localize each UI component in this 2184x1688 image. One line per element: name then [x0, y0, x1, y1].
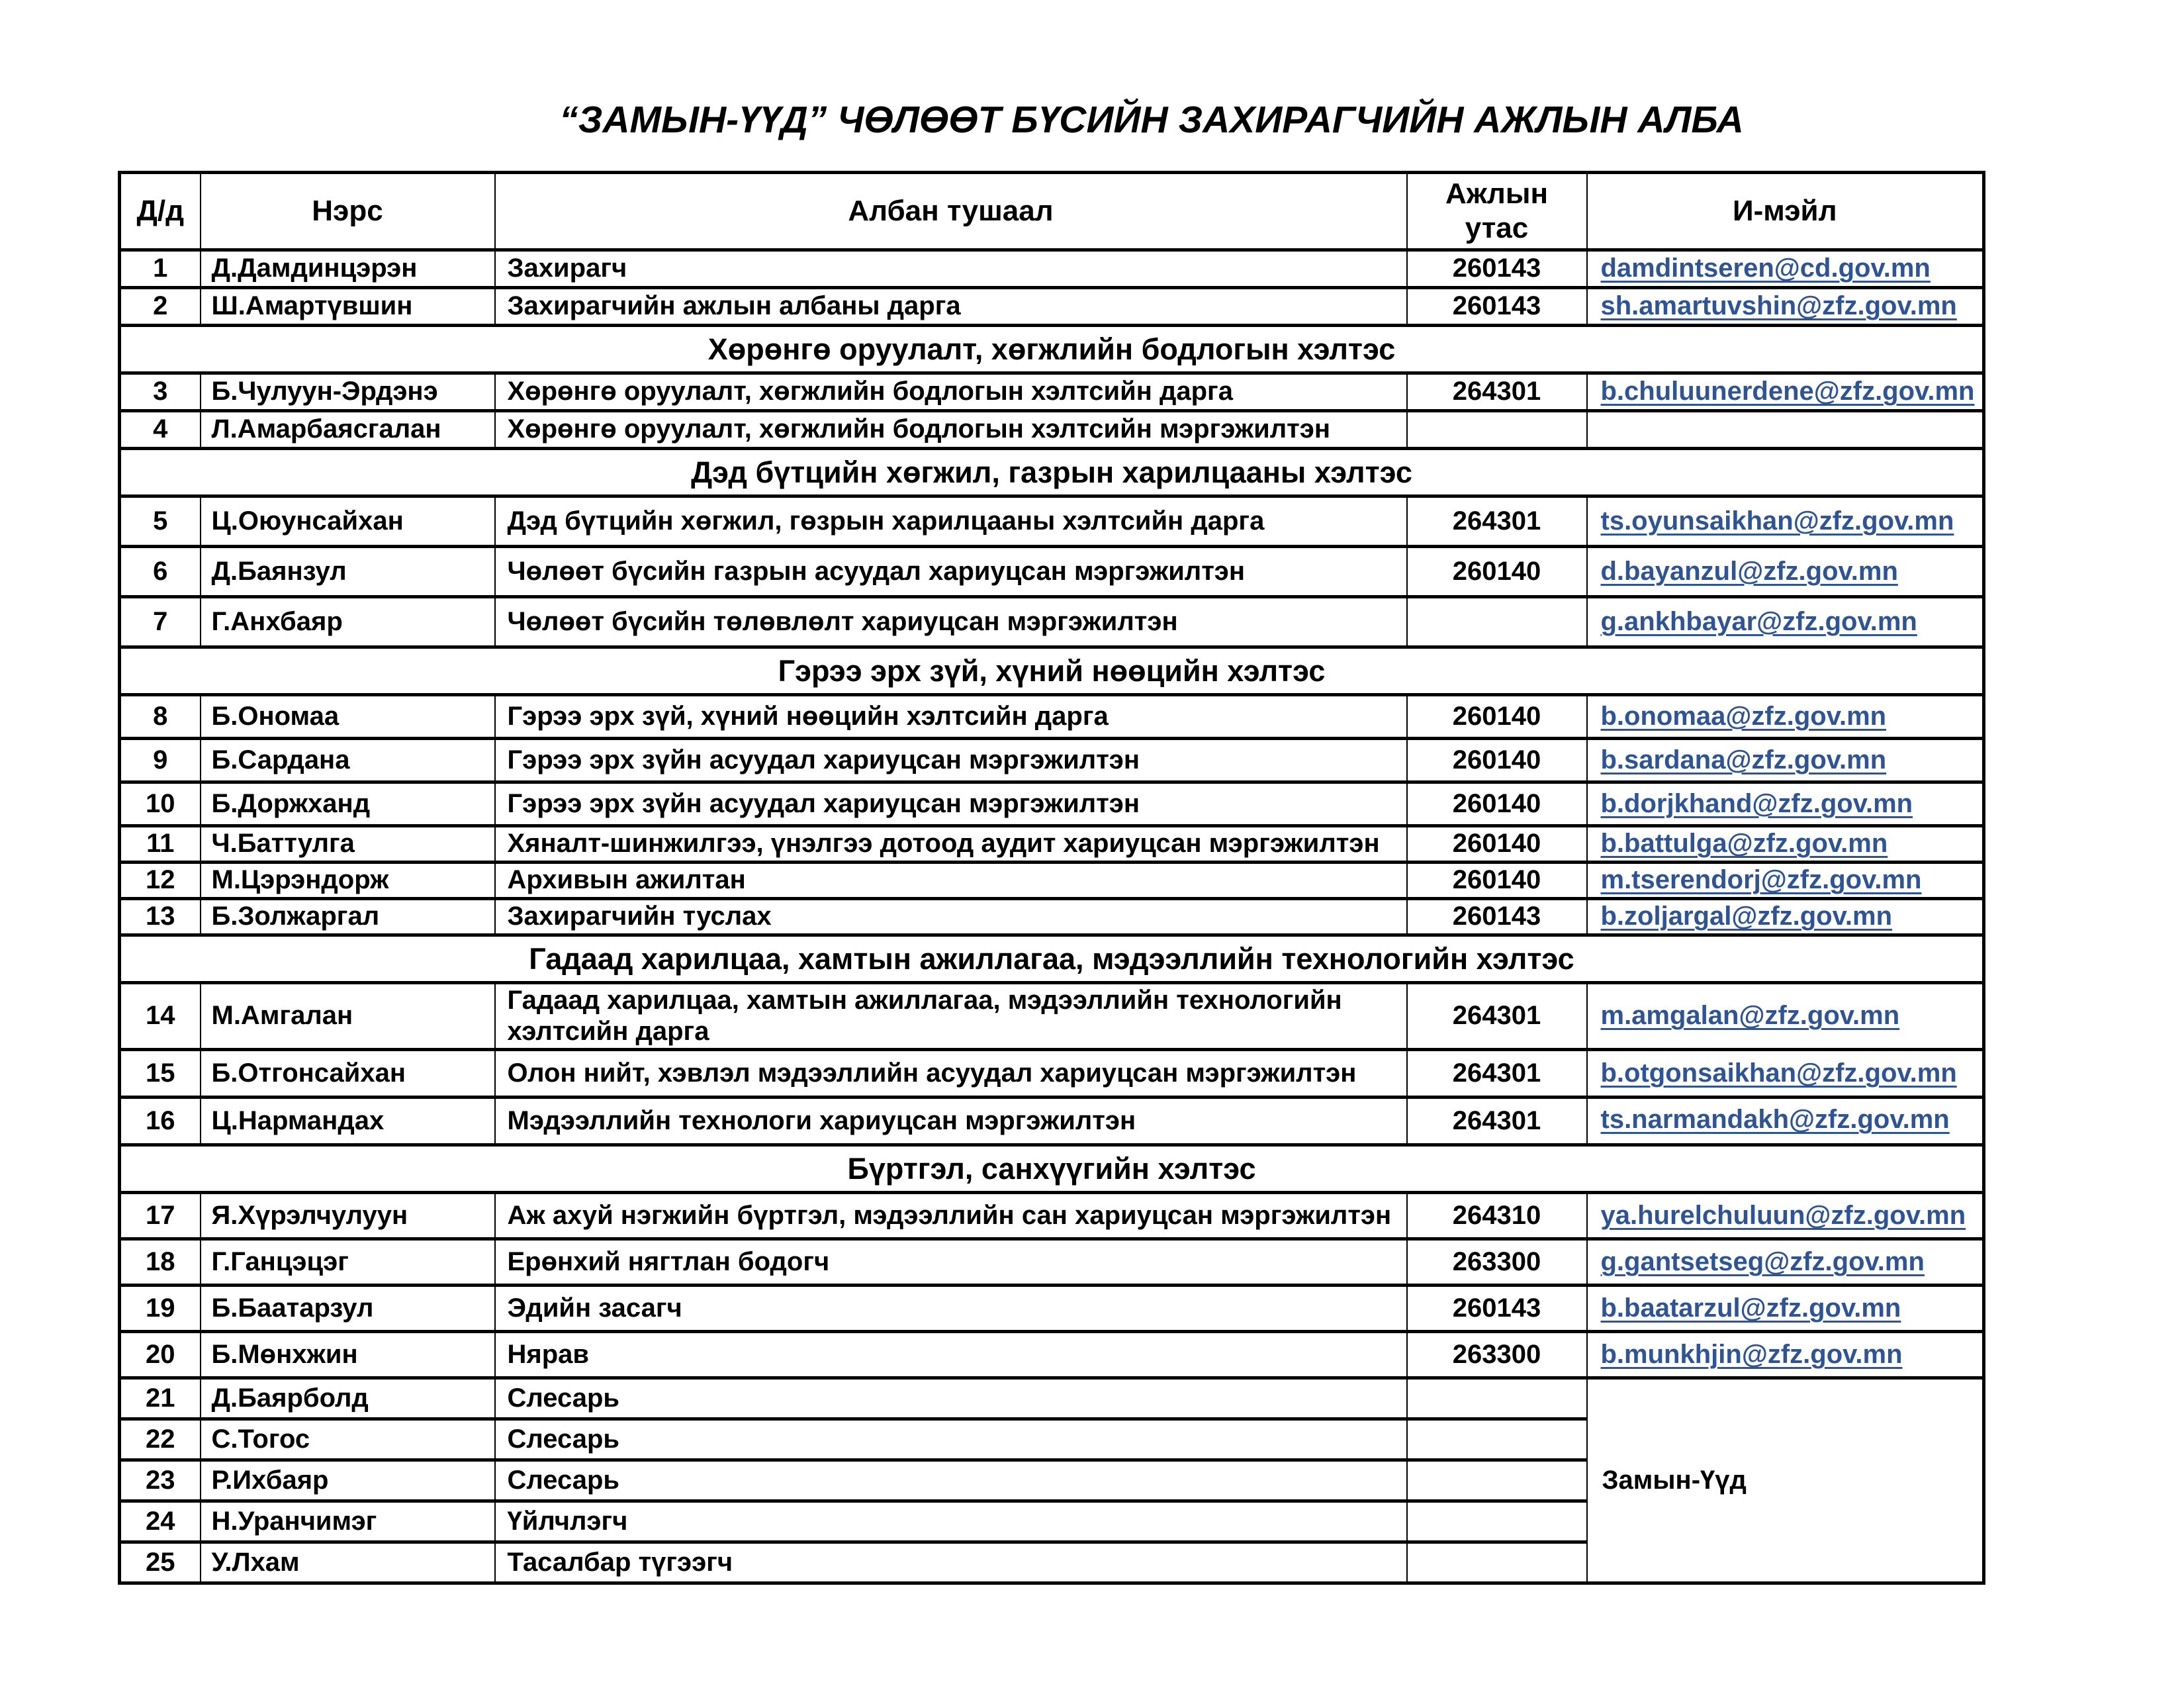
cell-position: Гэрээ эрх зүйн асуудал хариуцсан мэргэжилтэн — [495, 738, 1407, 782]
cell-position: Чөлөөт бүсийн газрын асуудал хариуцсан мэргэжилтэн — [495, 546, 1407, 596]
cell-row-number: 11 — [120, 825, 201, 862]
cell-position: Үйлчлэгч — [495, 1501, 1407, 1542]
email-link[interactable]: damdintseren@cd.gov.mn — [1600, 254, 1931, 283]
table-row — [120, 782, 1984, 825]
staff-table-body — [120, 250, 1984, 1583]
cell-phone: 260143 — [1407, 898, 1587, 935]
cell-email — [1587, 782, 1984, 825]
cell-email — [1587, 410, 1984, 448]
table-row — [120, 1098, 1984, 1145]
cell-row-number: 21 — [120, 1378, 201, 1419]
cell-email — [1587, 596, 1984, 647]
cell-phone — [1407, 410, 1587, 448]
cell-email — [1587, 1098, 1984, 1145]
header-no: Д/д — [120, 173, 201, 250]
cell-email — [1587, 1332, 1984, 1378]
cell-name: Б.Доржханд — [201, 782, 495, 825]
email-link[interactable]: sh.amartuvshin@zfz.gov.mn — [1600, 291, 1957, 321]
cell-phone: 264301 — [1407, 496, 1587, 546]
cell-row-number: 7 — [120, 596, 201, 647]
cell-phone: 260140 — [1407, 862, 1587, 898]
header-phone: Ажлын утас — [1407, 173, 1587, 250]
cell-name: М.Амгалан — [201, 982, 495, 1049]
table-row — [120, 862, 1984, 898]
cell-name: Б.Золжаргал — [201, 898, 495, 935]
cell-email — [1587, 373, 1984, 410]
cell-email — [1587, 1286, 1984, 1332]
cell-phone — [1407, 1501, 1587, 1542]
cell-row-number: 3 — [120, 373, 201, 410]
section-row — [120, 448, 1984, 496]
cell-email — [1587, 738, 1984, 782]
cell-row-number: 25 — [120, 1542, 201, 1583]
cell-row-number: 20 — [120, 1332, 201, 1378]
page-title: “ЗАМЫН-ҮҮД” ЧӨЛӨӨТ БҮСИЙН ЗАХИРАГЧИЙН АЖЛЫН АЛБА — [559, 99, 1744, 141]
email-link[interactable]: b.otgonsaikhan@zfz.gov.mn — [1600, 1058, 1957, 1088]
cell-phone: 264301 — [1407, 982, 1587, 1049]
cell-position: Слесарь — [495, 1378, 1407, 1419]
table-row — [120, 1050, 1984, 1098]
table-row — [120, 825, 1984, 862]
section-row — [120, 647, 1984, 694]
cell-name: Ш.Амартүвшин — [201, 287, 495, 325]
cell-phone: 260140 — [1407, 546, 1587, 596]
cell-name: Г.Ганцэцэг — [201, 1239, 495, 1286]
cell-name: Л.Амарбаясгалан — [201, 410, 495, 448]
cell-position: Захирагч — [495, 250, 1407, 287]
email-link[interactable]: ts.narmandakh@zfz.gov.mn — [1600, 1105, 1950, 1135]
contact-table — [118, 171, 1985, 1585]
cell-row-number: 13 — [120, 898, 201, 935]
cell-row-number: 5 — [120, 496, 201, 546]
section-row — [120, 935, 1984, 982]
cell-phone: 263300 — [1407, 1332, 1587, 1378]
cell-name: Ч.Баттулга — [201, 825, 495, 862]
cell-name: Д.Баярболд — [201, 1378, 495, 1419]
cell-row-number: 2 — [120, 287, 201, 325]
cell-position: Мэдээллийн технологи хариуцсан мэргэжилтэн — [495, 1098, 1407, 1145]
email-link[interactable]: m.amgalan@zfz.gov.mn — [1600, 1001, 1900, 1031]
cell-row-number: 9 — [120, 738, 201, 782]
table-row — [120, 546, 1984, 596]
cell-position: Ерөнхий нягтлан бодогч — [495, 1239, 1407, 1286]
cell-email — [1587, 982, 1984, 1049]
cell-name: Б.Ономаа — [201, 694, 495, 738]
table-row — [120, 1378, 1984, 1419]
cell-position: Олон нийт, хэвлэл мэдээллийн асуудал хариуцсан мэргэжилтэн — [495, 1050, 1407, 1098]
header-email: И-мэйл — [1587, 173, 1984, 250]
cell-email — [1587, 496, 1984, 546]
email-link[interactable]: b.onomaa@zfz.gov.mn — [1600, 701, 1887, 731]
cell-phone: 260143 — [1407, 287, 1587, 325]
cell-position: Хөрөнгө оруулалт, хөгжлийн бодлогын хэлтсийн мэргэжилтэн — [495, 410, 1407, 448]
email-link[interactable]: ts.oyunsaikhan@zfz.gov.mn — [1600, 506, 1954, 536]
email-link[interactable]: b.baatarzul@zfz.gov.mn — [1600, 1293, 1901, 1323]
section-row — [120, 325, 1984, 373]
table-row — [120, 250, 1984, 287]
cell-phone: 263300 — [1407, 1239, 1587, 1286]
section-header: Гадаад харилцаа, хамтын ажиллагаа, мэдээллийн технологийн хэлтэс — [120, 935, 1984, 982]
cell-position: Хяналт-шинжилгээ, үнэлгээ дотоод аудит хариуцсан мэргэжилтэн — [495, 825, 1407, 862]
cell-phone — [1407, 596, 1587, 647]
cell-name: У.Лхам — [201, 1542, 495, 1583]
cell-position: Хөрөнгө оруулалт, хөгжлийн бодлогын хэлтсийн дарга — [495, 373, 1407, 410]
cell-row-number: 1 — [120, 250, 201, 287]
cell-email — [1587, 694, 1984, 738]
section-header: Гэрээ эрх зүй, хүний нөөцийн хэлтэс — [120, 647, 1984, 694]
cell-position: Слесарь — [495, 1419, 1407, 1460]
cell-row-number: 8 — [120, 694, 201, 738]
cell-position: Эдийн засагч — [495, 1286, 1407, 1332]
cell-position: Гэрээ эрх зүй, хүний нөөцийн хэлтсийн дарга — [495, 694, 1407, 738]
cell-email — [1587, 1193, 1984, 1239]
cell-name: Н.Уранчимэг — [201, 1501, 495, 1542]
email-link[interactable]: g.ankhbayar@zfz.gov.mn — [1600, 606, 1917, 636]
cell-phone: 260140 — [1407, 694, 1587, 738]
table-row — [120, 373, 1984, 410]
email-link[interactable]: b.munkhjin@zfz.gov.mn — [1600, 1340, 1903, 1370]
email-link[interactable]: m.tserendorj@zfz.gov.mn — [1600, 865, 1922, 895]
cell-phone — [1407, 1460, 1587, 1501]
cell-position: Тасалбар түгээгч — [495, 1542, 1407, 1583]
cell-row-number: 17 — [120, 1193, 201, 1239]
cell-position: Дэд бүтцийн хөгжил, гөзрын харилцааны хэлтсийн дарга — [495, 496, 1407, 546]
cell-row-number: 24 — [120, 1501, 201, 1542]
cell-row-number: 4 — [120, 410, 201, 448]
section-header: Дэд бүтцийн хөгжил, газрын харилцааны хэлтэс — [120, 448, 1984, 496]
cell-row-number: 16 — [120, 1098, 201, 1145]
cell-name: Д.Баянзул — [201, 546, 495, 596]
cell-row-number: 10 — [120, 782, 201, 825]
cell-phone: 260140 — [1407, 825, 1587, 862]
cell-phone: 264301 — [1407, 1050, 1587, 1098]
cell-name: Р.Ихбаяр — [201, 1460, 495, 1501]
cell-position: Гэрээ эрх зүйн асуудал хариуцсан мэргэжилтэн — [495, 782, 1407, 825]
email-link[interactable]: b.battulga@zfz.gov.mn — [1600, 829, 1888, 859]
cell-email — [1587, 250, 1984, 287]
cell-phone: 264310 — [1407, 1193, 1587, 1239]
cell-phone: 260140 — [1407, 738, 1587, 782]
cell-row-number: 6 — [120, 546, 201, 596]
cell-row-number: 23 — [120, 1460, 201, 1501]
cell-name: Ц.Оюунсайхан — [201, 496, 495, 546]
cell-name: Б.Мөнхжин — [201, 1332, 495, 1378]
cell-phone: 260143 — [1407, 250, 1587, 287]
table-row — [120, 982, 1984, 1049]
cell-row-number: 12 — [120, 862, 201, 898]
cell-name: Я.Хүрэлчулуун — [201, 1193, 495, 1239]
section-row — [120, 1145, 1984, 1193]
cell-email — [1587, 287, 1984, 325]
cell-row-number: 19 — [120, 1286, 201, 1332]
table-row — [120, 410, 1984, 448]
cell-name: Б.Баатарзул — [201, 1286, 495, 1332]
cell-location: Замын-Үүд — [1587, 1378, 1984, 1583]
cell-row-number: 14 — [120, 982, 201, 1049]
email-link[interactable]: b.dorjkhand@zfz.gov.mn — [1600, 788, 1913, 818]
cell-email — [1587, 898, 1984, 935]
email-link[interactable]: d.bayanzul@zfz.gov.mn — [1600, 556, 1898, 586]
cell-email — [1587, 825, 1984, 862]
cell-phone: 260143 — [1407, 1286, 1587, 1332]
header-position: Албан тушаал — [495, 173, 1407, 250]
section-header: Хөрөнгө оруулалт, хөгжлийн бодлогын хэлтэс — [120, 325, 1984, 373]
table-container — [118, 171, 1982, 1585]
cell-phone — [1407, 1542, 1587, 1583]
section-header: Бүртгэл, санхүүгийн хэлтэс — [120, 1145, 1984, 1193]
cell-phone — [1407, 1419, 1587, 1460]
email-link[interactable]: g.gantsetseg@zfz.gov.mn — [1600, 1247, 1925, 1277]
table-row — [120, 694, 1984, 738]
cell-position: Захирагчийн ажлын албаны дарга — [495, 287, 1407, 325]
cell-name: Б.Чулуун-Эрдэнэ — [201, 373, 495, 410]
cell-row-number: 18 — [120, 1239, 201, 1286]
cell-position: Аж ахуй нэгжийн бүртгэл, мэдээллийн сан хариуцсан мэргэжилтэн — [495, 1193, 1407, 1239]
cell-email — [1587, 1050, 1984, 1098]
table-row — [120, 1286, 1984, 1332]
cell-email — [1587, 1239, 1984, 1286]
email-link[interactable]: ya.hurelchuluun@zfz.gov.mn — [1600, 1201, 1966, 1231]
table-row — [120, 1239, 1984, 1286]
cell-name: Б.Сардана — [201, 738, 495, 782]
cell-row-number: 15 — [120, 1050, 201, 1098]
cell-name: Г.Анхбаяр — [201, 596, 495, 647]
cell-phone: 264301 — [1407, 373, 1587, 410]
email-link[interactable]: b.chuluunerdene@zfz.gov.mn — [1600, 377, 1975, 406]
cell-name: Б.Отгонсайхан — [201, 1050, 495, 1098]
table-row — [120, 287, 1984, 325]
cell-email — [1587, 546, 1984, 596]
table-row — [120, 1332, 1984, 1378]
cell-position: Архивын ажилтан — [495, 862, 1407, 898]
cell-phone — [1407, 1378, 1587, 1419]
table-row — [120, 496, 1984, 546]
cell-name: Ц.Нармандах — [201, 1098, 495, 1145]
cell-position: Слесарь — [495, 1460, 1407, 1501]
email-link[interactable]: b.sardana@zfz.gov.mn — [1600, 745, 1887, 774]
cell-position: Нярав — [495, 1332, 1407, 1378]
header-name: Нэрс — [201, 173, 495, 250]
table-row — [120, 738, 1984, 782]
table-row — [120, 596, 1984, 647]
cell-position: Чөлөөт бүсийн төлөвлөлт хариуцсан мэргэжилтэн — [495, 596, 1407, 647]
table-row — [120, 898, 1984, 935]
cell-phone: 264301 — [1407, 1098, 1587, 1145]
cell-name: М.Цэрэндорж — [201, 862, 495, 898]
cell-phone: 260140 — [1407, 782, 1587, 825]
table-row — [120, 1193, 1984, 1239]
cell-position: Захирагчийн туслах — [495, 898, 1407, 935]
cell-email — [1587, 862, 1984, 898]
cell-name: С.Тогос — [201, 1419, 495, 1460]
cell-row-number: 22 — [120, 1419, 201, 1460]
cell-name: Д.Дамдинцэрэн — [201, 250, 495, 287]
header-row — [120, 173, 1984, 250]
email-link[interactable]: b.zoljargal@zfz.gov.mn — [1600, 902, 1893, 931]
cell-position: Гадаад харилцаа, хамтын ажиллагаа, мэдээллийн технологийн хэлтсийн дарга — [495, 982, 1407, 1049]
